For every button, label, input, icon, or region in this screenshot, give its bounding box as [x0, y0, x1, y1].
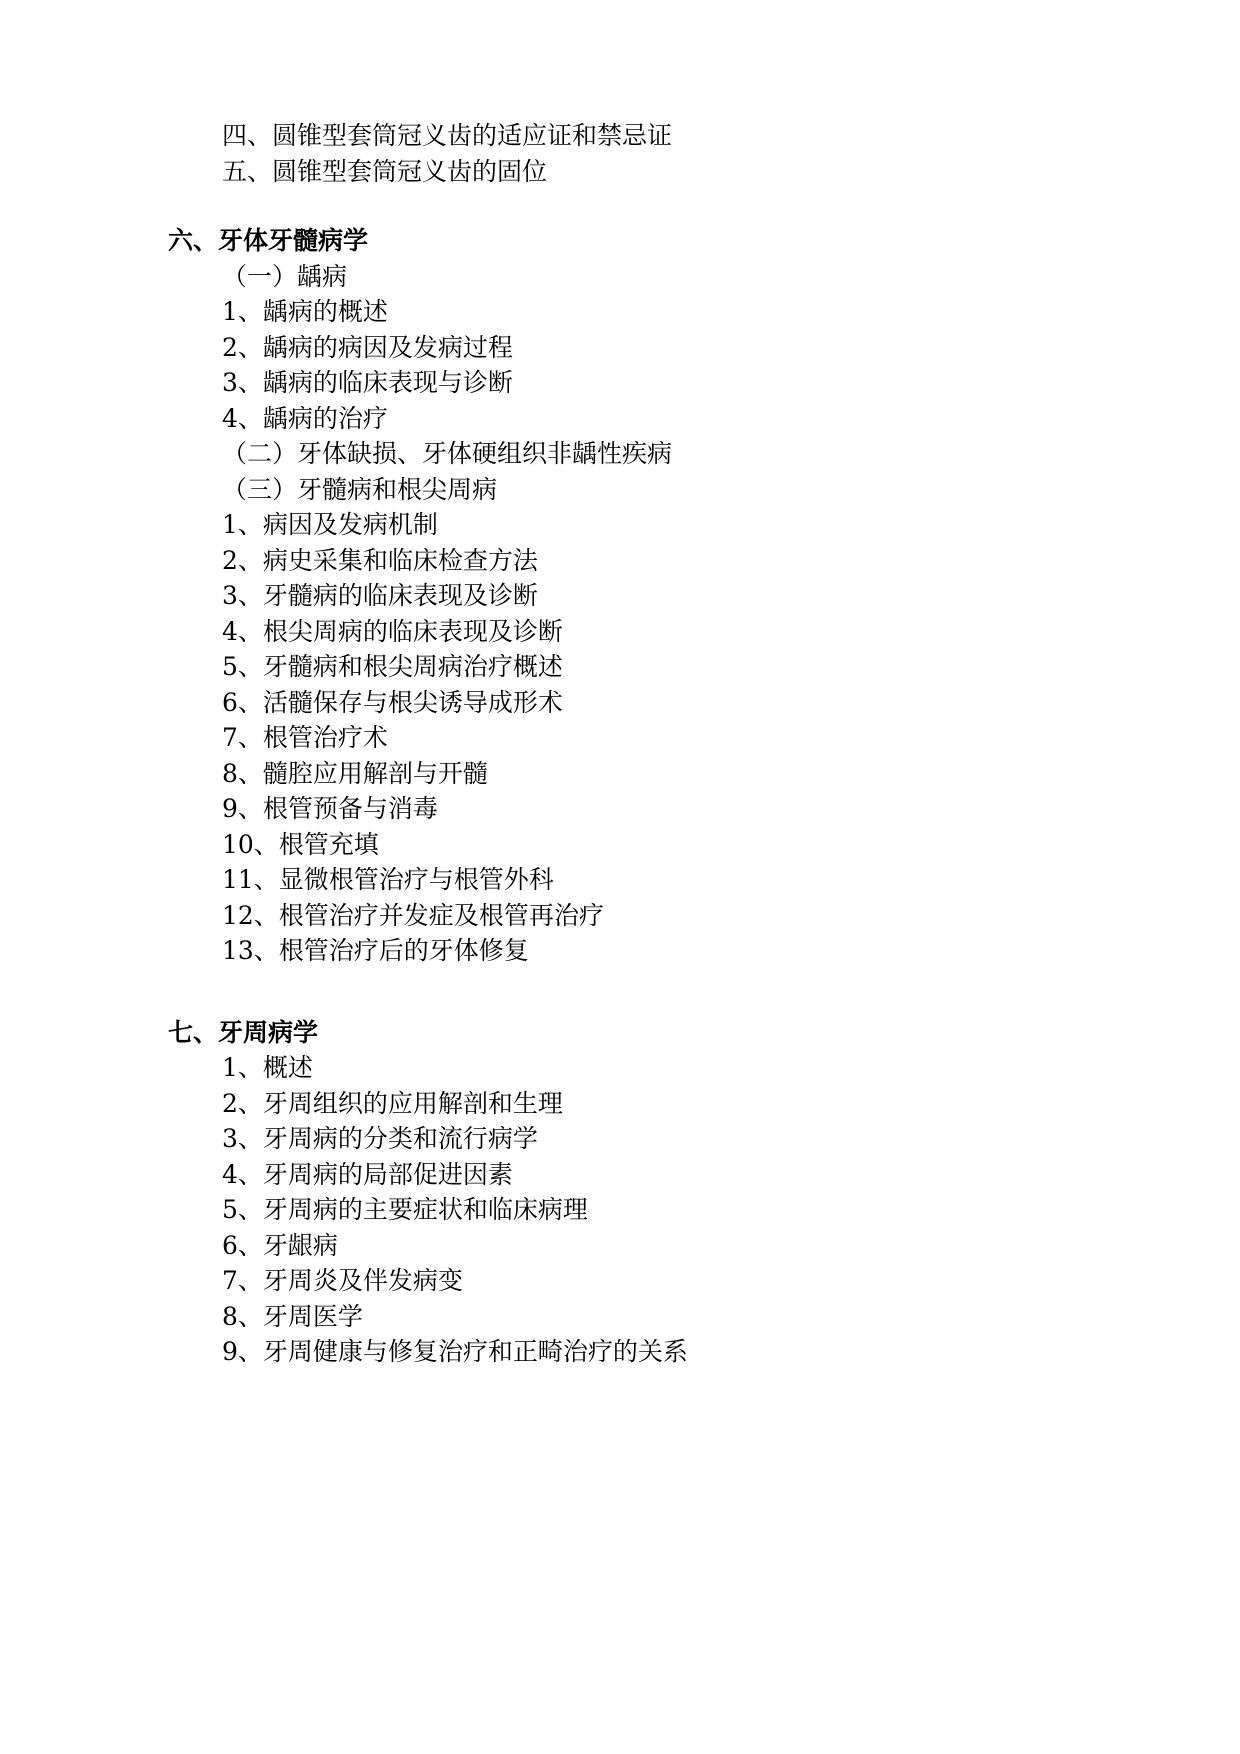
list-item: 5、牙周病的主要症状和临床病理 [222, 1195, 588, 1224]
list-item: 9、牙周健康与修复治疗和正畸治疗的关系 [222, 1337, 688, 1366]
section-heading: 六、牙体牙髓病学 [168, 226, 369, 255]
list-item: 2、龋病的病因及发病过程 [222, 332, 513, 362]
list-item: 1、病因及发病机制 [222, 510, 438, 539]
list-item: 7、牙周炎及伴发病变 [222, 1266, 463, 1295]
list-item: 4、龋病的治疗 [222, 403, 388, 433]
list-item: 6、牙龈病 [222, 1230, 338, 1260]
list-item: 3、龋病的临床表现与诊断 [222, 368, 513, 397]
list-item: （三）牙髓病和根尖周病 [222, 474, 498, 504]
spacer [168, 1003, 1090, 1015]
list-item: 2、病史采集和临床检查方法 [222, 545, 538, 575]
list-item: 4、根尖周病的临床表现及诊断 [222, 616, 563, 646]
document-body [168, 118, 1090, 1370]
section-six [168, 223, 1090, 969]
list-item: 1、概述 [222, 1053, 313, 1082]
list-item: 5、牙髓病和根尖周病治疗概述 [222, 652, 563, 681]
list-item: 3、牙周病的分类和流行病学 [222, 1124, 538, 1153]
list-item: 四、圆锥型套筒冠义齿的适应证和禁忌证 [222, 121, 673, 150]
list-item: （一）龋病 [222, 261, 348, 291]
list-item: 8、髓腔应用解剖与开髓 [222, 758, 488, 788]
section-seven [168, 1015, 1090, 1370]
list-item: 7、根管治疗术 [222, 723, 388, 752]
list-item: 10、根管充填 [222, 829, 379, 859]
list-item: 6、活髓保存与根尖诱导成形术 [222, 687, 563, 717]
list-item: 2、牙周组织的应用解剖和生理 [222, 1088, 563, 1118]
list-item: 4、牙周病的局部促进因素 [222, 1159, 513, 1189]
section-top-continuation [168, 118, 1090, 189]
list-item: 8、牙周医学 [222, 1301, 363, 1331]
list-item: （二）牙体缺损、牙体硬组织非龋性疾病 [222, 439, 673, 468]
list-item: 五、圆锥型套筒冠义齿的固位 [222, 156, 548, 186]
spacer [168, 189, 1090, 223]
section-heading: 七、牙周病学 [168, 1017, 319, 1047]
list-item: 13、根管治疗后的牙体修复 [222, 936, 529, 965]
list-item: 9、根管预备与消毒 [222, 794, 438, 823]
list-item: 12、根管治疗并发症及根管再治疗 [222, 900, 604, 930]
list-item: 3、牙髓病的临床表现及诊断 [222, 581, 538, 610]
list-item: 1、龋病的概述 [222, 297, 388, 326]
spacer [168, 969, 1090, 1003]
list-item: 11、显微根管治疗与根管外科 [222, 865, 554, 894]
